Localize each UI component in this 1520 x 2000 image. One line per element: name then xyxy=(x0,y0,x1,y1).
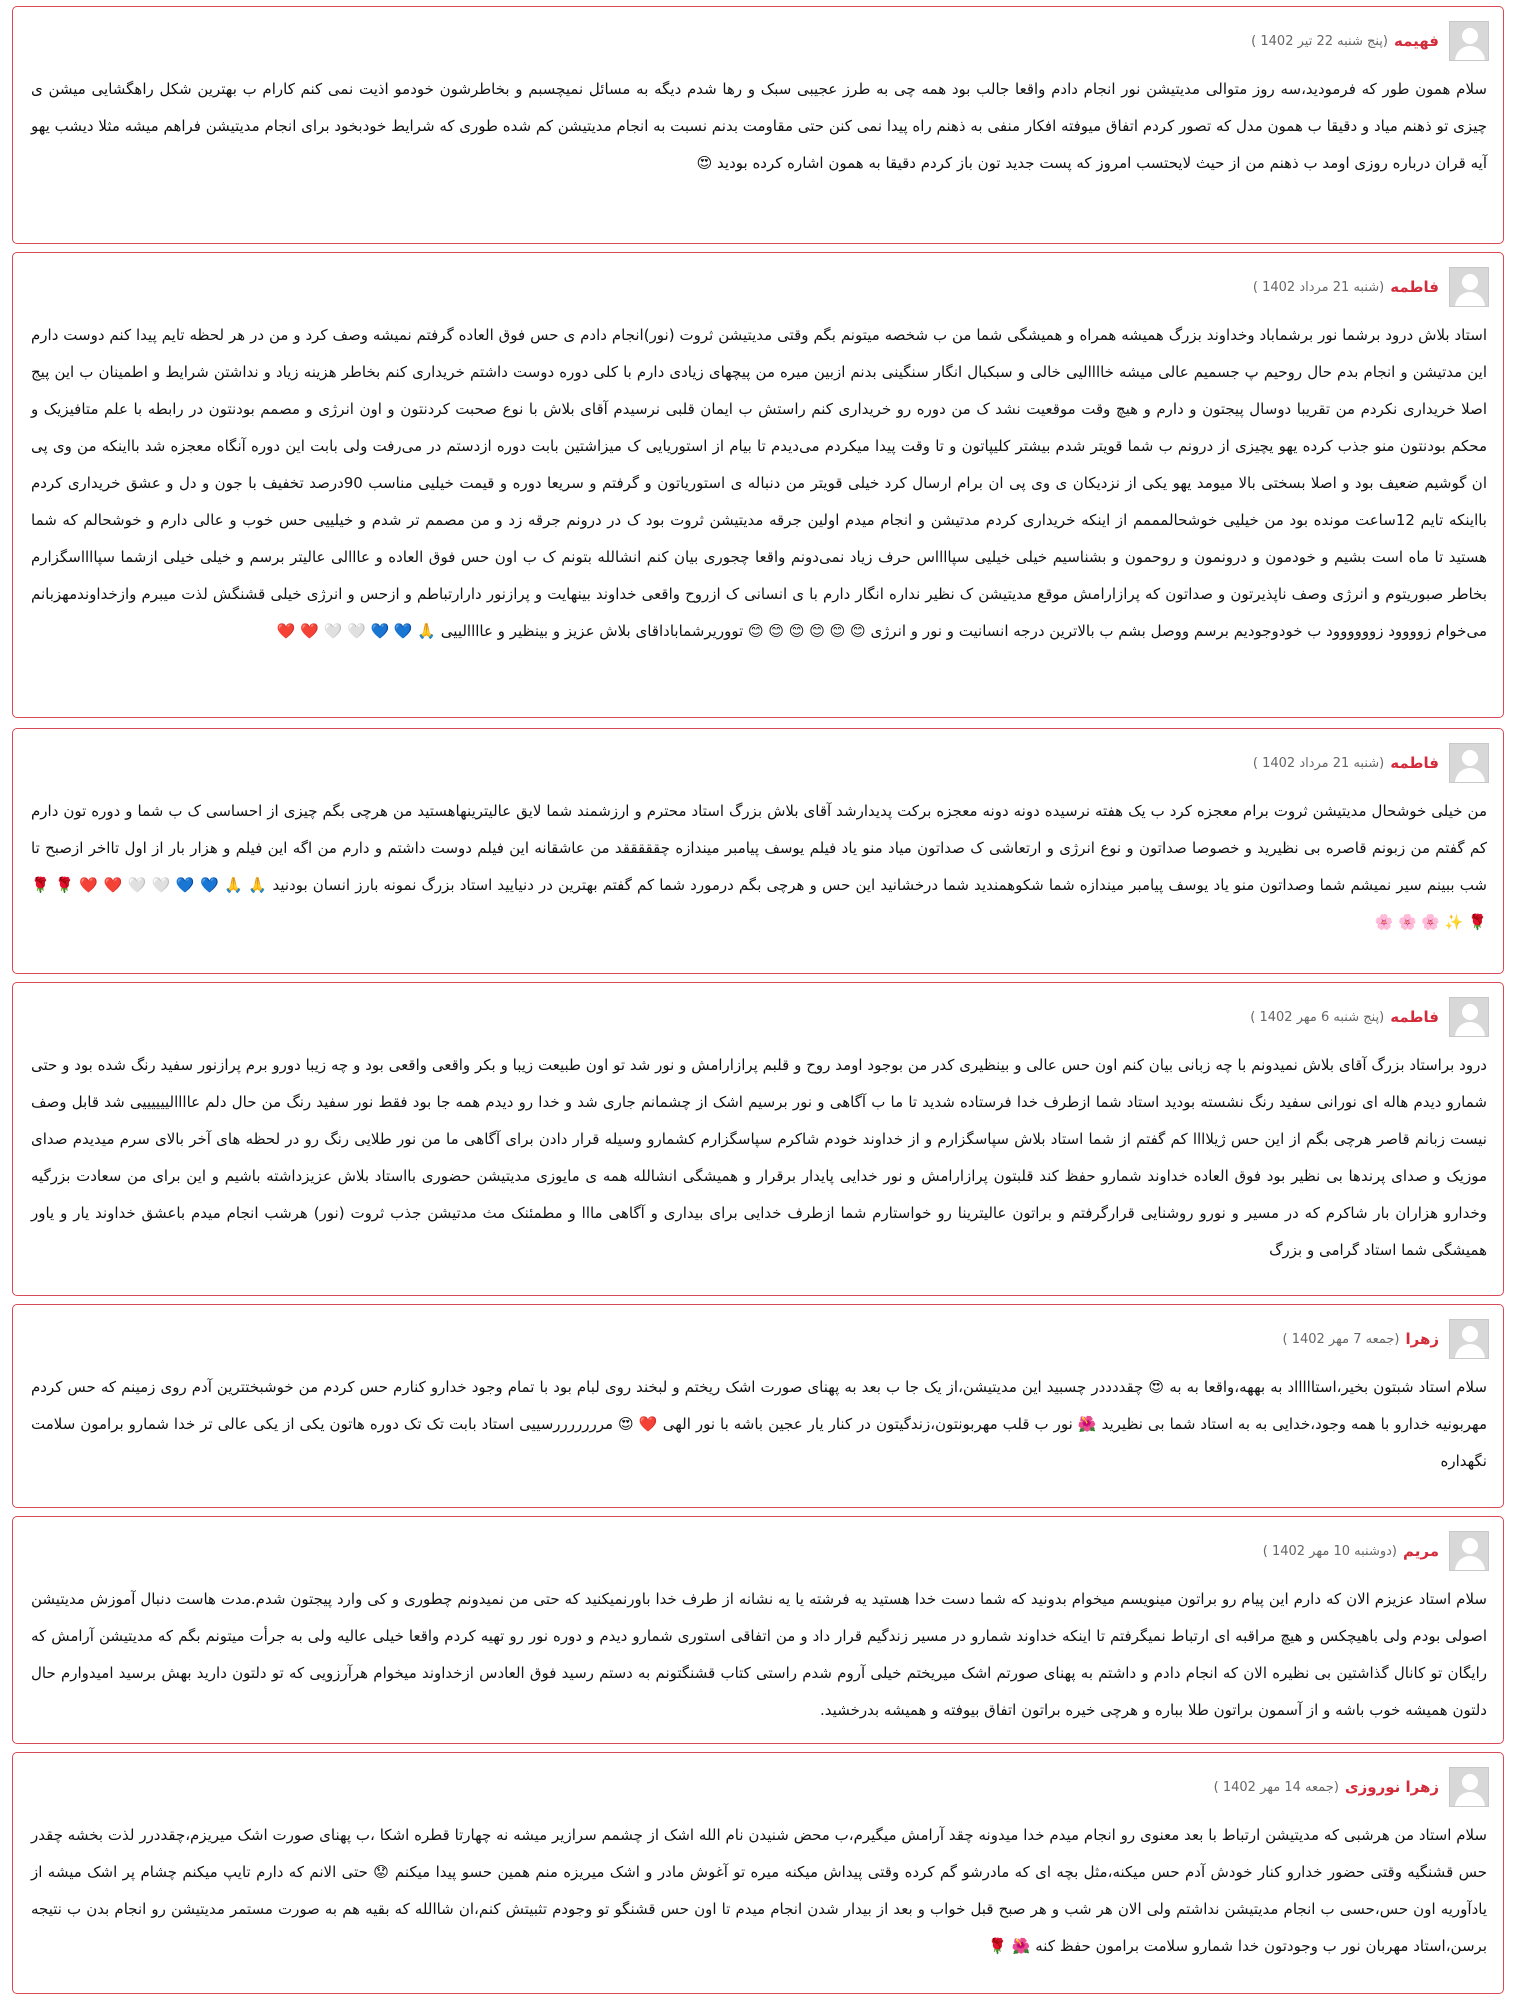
avatar xyxy=(1449,1319,1489,1359)
avatar xyxy=(1449,1767,1489,1807)
comment-card xyxy=(12,982,1504,1296)
comment-card xyxy=(12,728,1504,974)
comment-card xyxy=(12,252,1504,718)
comment-author[interactable]: فاطمه xyxy=(1390,278,1439,296)
comment-header xyxy=(1263,1531,1489,1571)
comment-author[interactable]: فاطمه xyxy=(1390,754,1439,772)
comment-author[interactable]: فهیمه xyxy=(1394,32,1439,50)
avatar xyxy=(1449,1531,1489,1571)
comment-author[interactable]: فاطمه xyxy=(1390,1008,1439,1026)
comment-text: سلام همون طور که فرمودید،سه روز متوالی مدیتیشن نور انجام دادم واقعا جالب بود همه چی به طرز عجیبی سبک و رها شدم دیگه به مسائل نمیچسبم و بخاطرشون خودمو اذیت نمی کنم کارام ب بهترین شکل راهگشایی میشن ی چیزی تو ذهنم میاد و دقیقا ب همون مدل که تصور کردم اتفاق میوفته افکار منفی به ذهنم راه پیدا نمی کنن حتی مقاومت بدنم نسبت به انجام مدیتیشن کم شده طوری که شرایط خودبخود برای انجام مدیتیشن فراهم میشه مثلا دیشب یهو آیه قران درباره روزی اومد ب ذهنم من از حیث لایحتسب امروز که پست جدید تون باز کردم دقیقا به همون اشاره کرده بودید 😍 xyxy=(31,80,1487,172)
comment-header xyxy=(1253,267,1489,307)
comment-card xyxy=(12,6,1504,244)
comment-date: (جمعه 14 مهر 1402 ) xyxy=(1213,1779,1339,1795)
comment-header xyxy=(1214,1767,1489,1807)
comment-text: سلام استاد عزیزم الان که دارم این پیام رو براتون مینویسم میخوام بدونید که شما دست خدا هستید یه فرشته یا یه نشانه از طرف خدا باورنمیکنید که حتی من نمیدونم چطوری و کی وارد پیجتون شدم.مدت هاست دنبال آموزش مدیتیشن اصولی بودم ولی باهیچکس و هیچ مراقبه ای ارتباط نمیگرفتم تا اینکه خداوند شمارو در مسیر زندگیم قرار داد و من اتفاقی استوری شمارو دیدم و دوره نور رو تهیه کردم واقعا خیلی عالیه ولی به جرأت میتونم بگم که مدیتیشن آرامش که رایگان تو کانال گذاشتین بی نظیره الان که انجام دادم و داشتم به پهنای صورتم اشک میریختم خیلی آروم شدم راستی کتاب قشنگتونم به دستم رسید فوق العادس ازخداوند میخوام هرآرزویی که تو دلتون دارید بهش برسید امیدوارم حال دلتون همیشه خوب باشه و از آسمون براتون طلا بباره و هرچی خیره براتون اتفاق بیوفته و همیشه بدرخشید. xyxy=(31,1590,1487,1719)
avatar xyxy=(1449,743,1489,783)
comment-header xyxy=(1250,997,1489,1037)
comment-text: سلام استاد من هرشبی که مدیتیشن ارتباط با بعد معنوی رو انجام میدم خدا میدونه چقد آرامش میگیرم،ب محض شنیدن نام الله اشک از چشمم سرازیر میشه نه چهارتا قطره اشکا ،ب پهنای صورت اشک میریزم،چقددرر لذت بخشه چقدر حس قشنگیه وقتی حضور خدارو کنار خودش آدم حس میکنه،مثل بچه ای که مادرشو گم کرده وقتی پیداش میکنه میره تو آغوش مادر و اشک میریزه منم همین حسو پیدا میکنم 😟 حتی الانم که دارم تایپ میکنم چشام پر اشک میشه از یادآوریه اون حس،حسی ب انجام مدیتیشن نداشتم ولی الان هر شب و هر صبح قبل خواب و بعد از بیدار شدن انجام میدم تا اون حس قشنگو تو وجودم تثبیتش کنم،ان شاالله که بقیه هم به صورت مستمر مدیتیشن رو انجام بدن ب نتیجه برسن،استاد مهربان نور ب وجودتون خدا شمارو سلامت برامون حفظ کنه 🌺 🌹 xyxy=(31,1826,1487,1955)
comment-date: (پنج شنبه 6 مهر 1402 ) xyxy=(1250,1009,1385,1025)
avatar xyxy=(1449,267,1489,307)
comment-card xyxy=(12,1304,1504,1508)
comment-author[interactable]: مریم xyxy=(1402,1542,1439,1560)
comment-card xyxy=(12,1752,1504,1994)
comment-date: (شنبه 21 مرداد 1402 ) xyxy=(1252,755,1385,771)
comment-author[interactable]: زهرا نوروزی xyxy=(1344,1778,1439,1796)
comment-date: (دوشنبه 10 مهر 1402 ) xyxy=(1262,1543,1397,1559)
comment-header xyxy=(1253,743,1489,783)
comment-header xyxy=(1251,21,1489,61)
comment-text: سلام استاد شبتون بخیر،استاااااد به بههه،واقعا به به 😍 چقددددر چسبید این مدیتیشن،از یک جا ب بعد به پهنای صورت اشک ریختم و لبخند روی لبام بود با تمام وجود خدارو کنارم حس کردم من خوشبختترین آدم روی زمینم که حس کردم مهربونیه خدارو با همه وجود،خدایی به به استاد شما بی نظیرید 🌺 نور ب قلب مهربونتون،زندگیتون در کنار یار عجین باشه با نور الهی ❤️ 😍 مرررررررسییی استاد بابت تک تک دوره هاتون یکی از یکی عالی تر خدا شمارو برامون سلامت نگهداره xyxy=(31,1378,1487,1470)
comment-card xyxy=(12,1516,1504,1744)
comment-text: درود براستاد بزرگ آقای بلاش نمیدونم با چه زبانی بیان کنم اون حس عالی و بینظیری کدر من بوجود اومد روح و قلبم پرازارامش و نور شد تو اون طبیعت زیبا و بکر واقعی واقعی بود و چه زیبا دورو برم پرازنور سفید رنگ شده بود و حتی شمارو دیدم هاله ای نورانی سفید رنگ نشسته بودید استاد شما ازطرف خدا فرستاده شدید تا ما ب آگاهی و نور برسیم اشک از چشمانم جاری شد و خدا رو دیدم همه جا بود فقط نور سفید رنگ من حال دلم عاااالییییییی شد قابل وصف نیست زبانم قاصر هرچی بگم از این حس ژیلاااا کم گفتم از شما استاد بلاش سپاسگزارم و از خداوند خودم شاکرم سپاسگزارم کشمارو وسیله قرار دادن برای آگاهی ما من نور طلایی رنگ رو در لحظه های آخر بالای سرم میدیدم صدای موزیک و صدای پرندها بی نظیر بود فوق العاده خداوند شمارو حفظ کند قلبتون پرازارامش و نور خدایی پایدار برقرار و همیشگی انشالله همه ی مایوزی مدیتیشن حضوری بااستاد بلاش عزیزداشته باشیم و این برای من سعادت بزرگیه وخدارو هزاران بار شاکرم که در مسیر و نورو روشنایی قرارگرفتم و براتون عالیترینا رو خواستارم شما ازطرف خدایی برای بیداری و آگاهی مااا و مطمئنک مث مدتیشن جذب ثروت (نور) هرشب انجام میدم باعشق خداوند یار و یاور همیشگی شما استاد گرامی و بزرگ xyxy=(31,1056,1487,1259)
comment-date: (جمعه 7 مهر 1402 ) xyxy=(1282,1331,1400,1347)
comment-header xyxy=(1282,1319,1489,1359)
comment-date: (شنبه 21 مرداد 1402 ) xyxy=(1252,279,1385,295)
comment-date: (پنج شنبه 22 تیر 1402 ) xyxy=(1251,33,1388,49)
comment-author[interactable]: زهرا xyxy=(1405,1330,1439,1348)
avatar xyxy=(1449,997,1489,1037)
avatar xyxy=(1449,21,1489,61)
comment-text: من خیلی خوشحال مدیتیشن ثروت برام معجزه کرد ب یک هفته نرسیده دونه دونه معجزه برکت پدیدارشد آقای بلاش بزرگ استاد محترم و ارزشمند شما لایق عالیترینهاهستید من هرچی بگم چیزی از احساسی ک ب شما و دوره تون دارم کم گفتم من زبونم قاصره بی نظیرید و خصوصا صداتون و نوع انرژی و ارتعاشی ک صداتون میاد منو یاد فیلم یوسف پیامبر میندازه چقققققد من عاشقانه این فیلم دوست داشتم و دارم من اگه این فیلم و هزار بار از اول تااخر ازصبح تا شب ببینم سیر نمیشم شما وصداتون منو یاد یوسف پیامبر میندازه شما شکوهمندید شما درخشانید این حس و هرچی بگم درمورد شما کم گفتم بهترین در دنیایید استاد بزرگ نمونه بارز انسان بودنید 🙏 🙏 💙 💙 🤍 🤍 ❤️ ❤️ 🌹 🌹 🌹 ✨ 🌸 🌸 🌸 xyxy=(31,802,1487,931)
comment-text: استاد بلاش درود برشما نور برشماباد وخداوند بزرگ همیشه همراه و همیشگی شما من ب شخصه میتونم بگم وقتی مدیتیشن ثروت (نور)انجام دادم ی حس فوق العاده گرفتم نمیشه وصف کرد و من در هر لحظه تایم پیدا کنم دوست دارم این مدتیشن و انجام بدم حال روحیم پ جسمیم عالی میشه خاااالیی خالی و سبکبال انگار سنگینی بدنم ازبین میره من پیچهای زیادی دارم با کلی دوره دوست داشتم خریداری کنم بخاطر هزینه زیاد و نداشتن شرایط و اطمینان ب این پیج اصلا خریداری نکردم من تقریبا دوسال پیجتون و دارم و هیچ وقت موقعیت نشد ک من دوره رو خریداری کنم راستش ب ایمان قلبی نرسیدم آقای بلاش با نوع صحبت کردنتون و اون انرژی و مصمم بودنتون در رابطه با علم متافیزیک و محکم بودنتون منو جذب کرده یهو یچیزی از درونم ب شما قویتر شدم بیشتر کلیپاتون و تا وقت پیدا میکردم می‌دیدم تا بیام از استوریایی ک میزاشتین بابت دوره ازدستم در می‌رفت ولی بابت این دوره آنگاه معجزه شد بااینکه من وی پی ان گوشیم ضعیف بود و اصلا بسختی بالا میومد یهو یکی از نزدیکان ی وی پی ان برام ارسال کرد خیلی قویتر من دنباله ی استوریاتون و گرفتم و سریعا دوره و قیمت خیلیی مناسب 90درصد تخفیف با جون و دل و عشق خریداری کردم بااینکه تایم 12ساعت مونده بود من خیلیی خوشحالمممم از اینکه خریداری کردم مدتیشن و انجام میدم اولین جرقه مدیتیشن ثروت بود ک در درونم جرقه زد و من مصمم تر شدم و خیلییی حس خوب و عالی دارم و خوشحالم که شما هستید تا ماه است بشیم و خودمون و درونمون و روحمون و بشناسیم خیلی خیلیی سپااااس حرف زیاد نمی‌دونم واقعا چجوری بیان کنم انشالله بتونم ک ب اون حس فوق العاده و عااالی عالیتر برسم و خیلی خیلی ازشما سپااااسگزارم بخاطر صبوریتوم و انرژی وصف ناپذیرتون و صداتون که پرازارامش موقع مدیتیشن ک نظیر نداره انگار دارم با ی انسانی ک ازروح واقعی خداوند بینهایت و پرازنور دارارتباطم و ازحس و انرژی خیلی قشنگش لذت میبرم وازخداوندمهزبانم می‌خوام زوووود زوووووود ب خودوجودیم برسم ووصل بشم ب بالاترین درجه انسانیت و نور و انرژی 😊 😊 😊 😊 😊 😊 تووریرشماباداقای بلاش عزیز و بینظیر و عاااالییی 🙏 💙 💙 🤍 🤍 ❤️ ❤️ xyxy=(31,326,1487,640)
